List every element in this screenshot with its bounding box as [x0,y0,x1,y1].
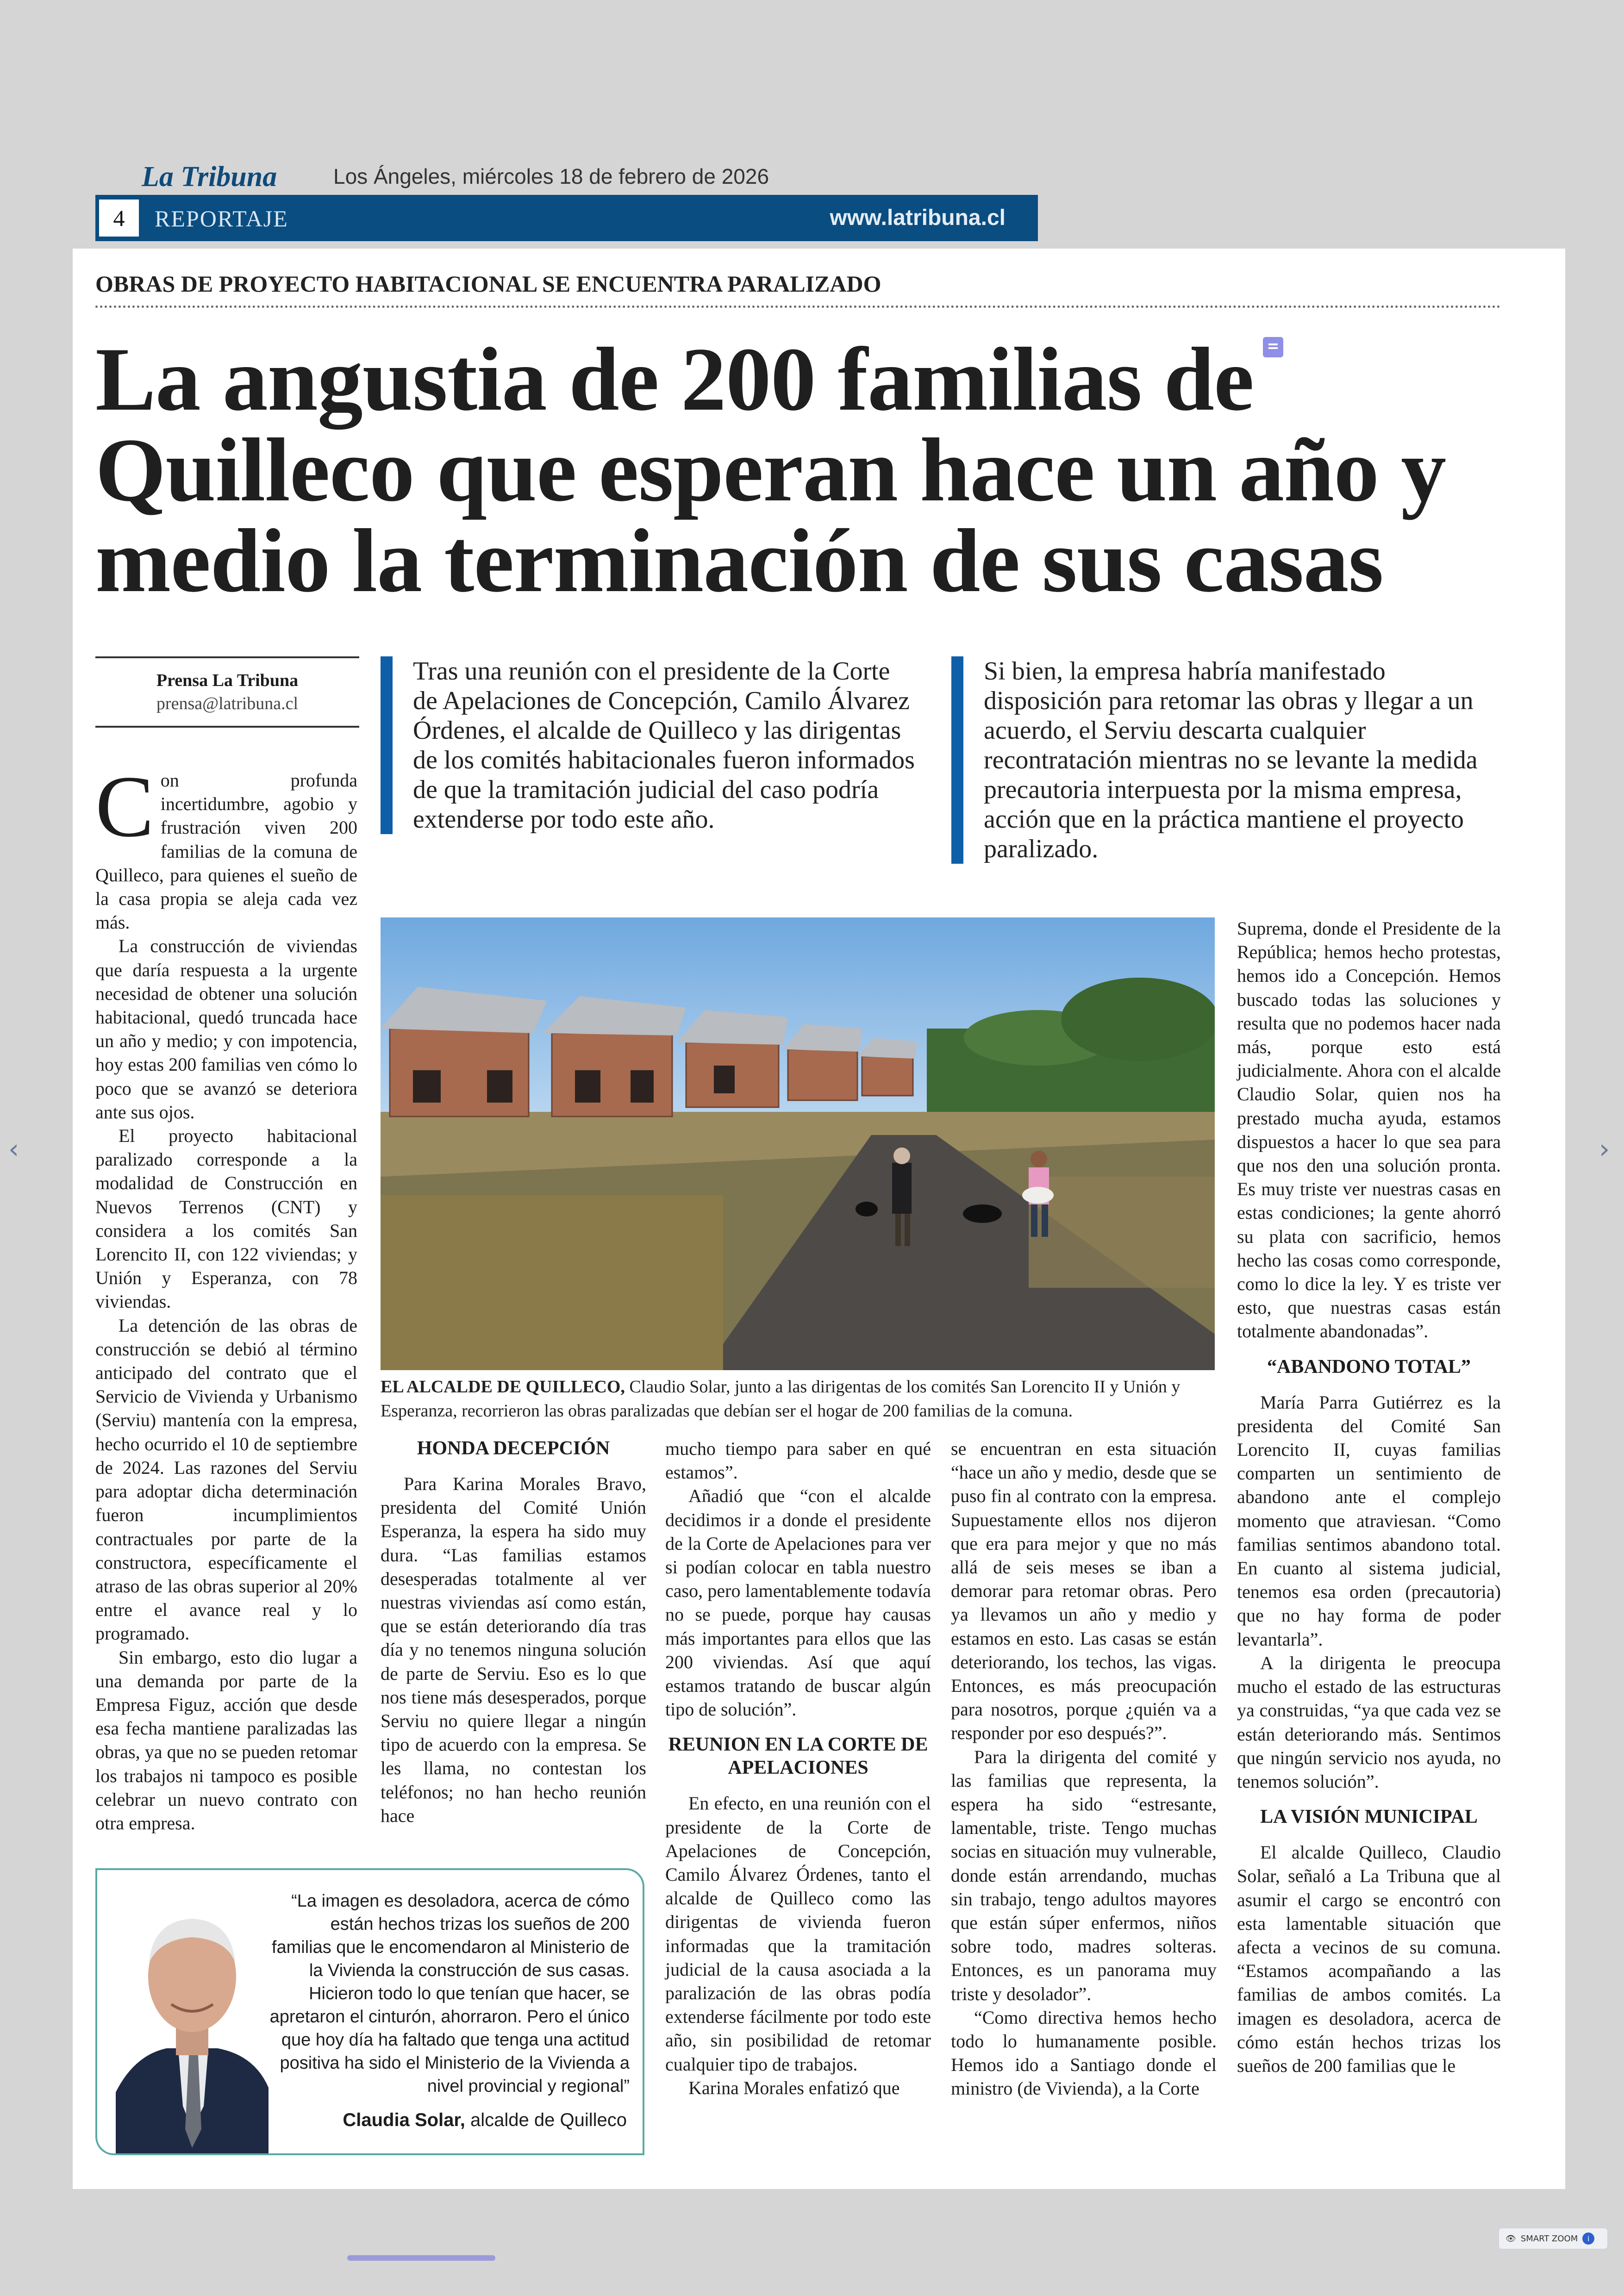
paragraph: se encuentran en esta situación “hace un año y medio, desde que se puso fin al contrato con la empresa. Supuestamente ellos nos dijeron que era para mejor y que no más allá de seis meses se iban a demorar para retomar obras. Pero ya llevamos un año y medio y estamos en esto. Las casas se están deteriorando, los techos, las vigas. Entonces, es más preocupación para nosotros, porque ¿quién va a responder por eso después?”. [951,1438,1217,1744]
drop-cap: C [95,758,154,855]
smart-zoom-label: SMART ZOOM [1520,2233,1578,2244]
paragraph: Suprema, donde el Presidente de la República; hemos hecho protestas, hemos ido a Concepción. Hemos buscado todas las soluciones y resulta que no podemos hacer nada más, porque esto está judicialmente. Ahora con el alcalde Claudio Solar, quien nos ha prestado mucha ayuda, estamos dispuestos a hacer lo que sea para que nos den una solución pronta. Es muy triste ver nuestras casas en estas condiciones; la gente ahorró su plata con sacrificio, hemos hecho las cosas como corresponde, como lo dice la ley. Y es triste ver esto, que nuestras casas están totalmente abandonadas”. [1237,918,1501,1342]
column-4 [951,1437,1217,2101]
headline [95,329,1475,611]
byline [95,656,359,728]
newspaper-logo: La Tribuna [142,161,277,193]
paragraph: Con profunda incertidumbre, agobio y frustración viven 200 familias de la comuna de Quilleco, para quienes el sueño de la casa propia se aleja cada vez más. [95,758,357,933]
paragraph: “Como directiva hemos hecho todo lo humanamente posible. Hemos ido a Santiago donde el ministro (de Vivienda), a la Corte [951,2007,1217,2099]
mayor-portrait [116,1889,269,2155]
paragraph: Para la dirigenta del comité y las familias que representa, la espera ha sido “estresante, lamentable, triste. Tengo muchas socias en situación muy vulnerable, donde están arrendando, muchas sin trabajo, tengo adultos mayores que están súper enfermos, niños sobre todo, madres solteras. Entonces, es un panorama muy triste y desolador”. [951,1746,1217,2004]
reading-progress-bar[interactable] [347,2255,495,2261]
paragraph: María Parra Gutiérrez es la presidenta del Comité San Lorencito II, cuyas familias comparten un sentimiento de abandono ante el complejo momento que atraviesan. “Como familias sentimos abandono total. En cuanto al sistema judicial, tenemos esa orden (precautoria) que no hay forma de poder levantarla”. [1237,1391,1501,1650]
caption-text: Claudio Solar, junto a las dirigentas de los comités San Lorencito II y Unión y Esperanza, recorrieron las obras paralizadas que debían ser el hogar de 200 familias de la comuna. [381,1377,1181,1421]
paragraph: mucho tiempo para saber en qué estamos”. [665,1438,931,1483]
paragraph: El proyecto habitacional paralizado corresponde a la modalidad de Construcción en Nuevos Terrenos (CNT) y considera a los comités San Lorencito II, con 122 viviendas; y Unión y Esperanza, con 78 viviendas. [95,1125,357,1312]
quote-text: “La imagen es desoladora, acerca de cómo están hechos trizas los sueños de 200 familias que le encomendaron al Ministerio de la Vivienda la construcción de sus casas. Hicieron todo lo que tenían que hacer, se apretaron el cinturón, ahorraron. Pero el único que hoy día ha faltado que tenga una actitud positiva ha sido el Ministerio de la Vivienda a nivel provincial y regional” [269,1891,630,2096]
paragraph: Karina Morales enfatizó que [688,2077,900,2098]
construction-site-illustration [381,917,1215,1370]
column-1 [95,758,357,1835]
paragraph: La detención de las obras de construcción se debió al término anticipado del contrato que el Servicio de Vivienda y Urbanismo (Serviu) mantenía con la empresa, hecho ocurrido el 10 de septiembre de 2024. Las razones del Serviu para adoptar dicha determinación fueron incumplimientos contractuales por parte de la constructora, específicamente el atraso de las obras superior al 20% entre el avance real y lo programado. [95,1315,357,1644]
kicker: OBRAS DE PROYECTO HABITACIONAL SE ENCUENTRA PARALIZADO [95,270,1501,308]
smart-zoom-button[interactable] [1498,2227,1608,2250]
edition-date: Los Ángeles, miércoles 18 de febrero de 2026 [333,164,769,188]
info-badge-icon: i [1582,2233,1594,2245]
byline-name: Prensa La Tribuna [156,671,299,690]
page-number: 4 [99,200,139,237]
headline-bold: La angustia de 200 familias de Quilleco [95,329,1254,520]
caption-lead: EL ALCALDE DE QUILLECO, [381,1377,625,1397]
headline-rest: que esperan hace un año y medio la terminación de sus casas [95,420,1446,611]
column-5 [1237,917,1501,2077]
photo-caption [381,1375,1215,1423]
paragraph: El alcalde Quilleco, Claudio Solar, señaló a La Tribuna que al asumir el cargo se encontró con esta lamentable situación que afecta a vecinos de su comuna. “Estamos acompañando a las familias de ambos comités. La imagen es desoladora, acerca de cómo están hechos trizas los sueños de 200 familias que le [1237,1842,1501,2076]
section-bar [95,195,1038,241]
quote-author: Claudia Solar, alcalde de Quilleco [343,2110,627,2130]
paragraph: En efecto, en una reunión con el presidente de la Corte de Apelaciones de Concepción, Camilo Álvarez Órdenes, tanto el alcalde de Quilleco como las dirigentas de vivienda fueron informadas que la tramitación judicial de la causa asociada a la paralización de las obras podía extenderse fácilmente por todo este año, sin posibilidad de retomar cualquier tipo de trabajos. [665,1793,931,2075]
lead-paragraph-1: Tras una reunión con el presidente de la Corte de Apelaciones de Concepción, Camilo Álvarez Órdenes, el alcalde de Quilleco y las dirigentas de los comités habitacionales fueron informados de que la tramitación judicial del caso podría extenderse por todo este año. [381,656,918,834]
lead-paragraph-2: Si bien, la empresa habría manifestado disposición para retomar las obras y llegar a un acuerdo, el Serviu descarta cualquier recontratación mientras no se levante la medida precautoria interpuesta por la misma empresa, acción que en la práctica mantiene el proyecto paralizado. [951,656,1484,864]
paragraph: Añadió que “con el alcalde decidimos ir a donde el presidente de la Corte de Apelaciones para ver si podían colocar en tabla nuestro caso, pero lamentablemente todavía no se puede, porque hay causas más importantes para ellos que las 200 viviendas. Así que aquí estamos tratando de buscar algún tipo de solución”. [665,1485,931,1720]
article-photo [381,917,1215,1370]
paragraph: La construcción de viviendas que daría respuesta a la urgente necesidad de obtener una solución habitacional, quedó truncada hace un año y medio; y con impotencia, hoy estas 200 familias ven cómo lo poco que se avanzó se deteriora ante sus ojos. [95,935,357,1123]
subheading: HONDA DECEPCIÓN [417,1438,610,1459]
column-2 [381,1437,646,1827]
paragraph: A la dirigenta le preocupa mucho el estado de las estructuras ya construidas, “ya que cada vez se están deteriorando más. Sentimos que ningún servicio nos ayuda, no tenemos solución”. [1237,1652,1501,1792]
column-3 [665,1437,931,2100]
subheading: LA VISIÓN MUNICIPAL [1260,1806,1478,1828]
pull-quote [95,1868,644,2155]
paragraph: Sin embargo, esto dio lugar a una demanda por parte de la Empresa Figuz, acción que desde esa fecha mantiene paralizadas las obras, ya que no se pueden retomar los trabajos ni tampoco es posible celebrar un nuevo contrato con otra empresa. [95,1646,357,1834]
subheading: “ABANDONO TOTAL” [1267,1356,1471,1378]
paragraph: Para Karina Morales Bravo, presidenta del Comité Unión Esperanza, la espera ha sido muy dura. “Las familias estamos desesperadas totalmente al ver nuestras viviendas así como están, que se están deteriorando día tras día y no tenemos ninguna solución de parte de Serviu. Eso es lo que nos tiene más desesperados, porque Serviu no quiere llegar a ningún tipo de acuerdo con la empresa. Se les llama, no contestan los teléfonos; no han hecho reunión hace [381,1473,646,1826]
previous-page-chevron-icon[interactable]: ‹ [8,1133,19,1165]
site-url: www.latribuna.cl [830,206,1006,230]
eye-icon: 👁 [1505,2233,1516,2244]
next-page-chevron-icon[interactable]: › [1599,1133,1610,1165]
subheading: REUNION EN LA CORTE DE APELACIONES [668,1734,928,1779]
section-name: REPORTAJE [155,206,288,231]
byline-email: prensa@latribuna.cl [156,694,299,713]
